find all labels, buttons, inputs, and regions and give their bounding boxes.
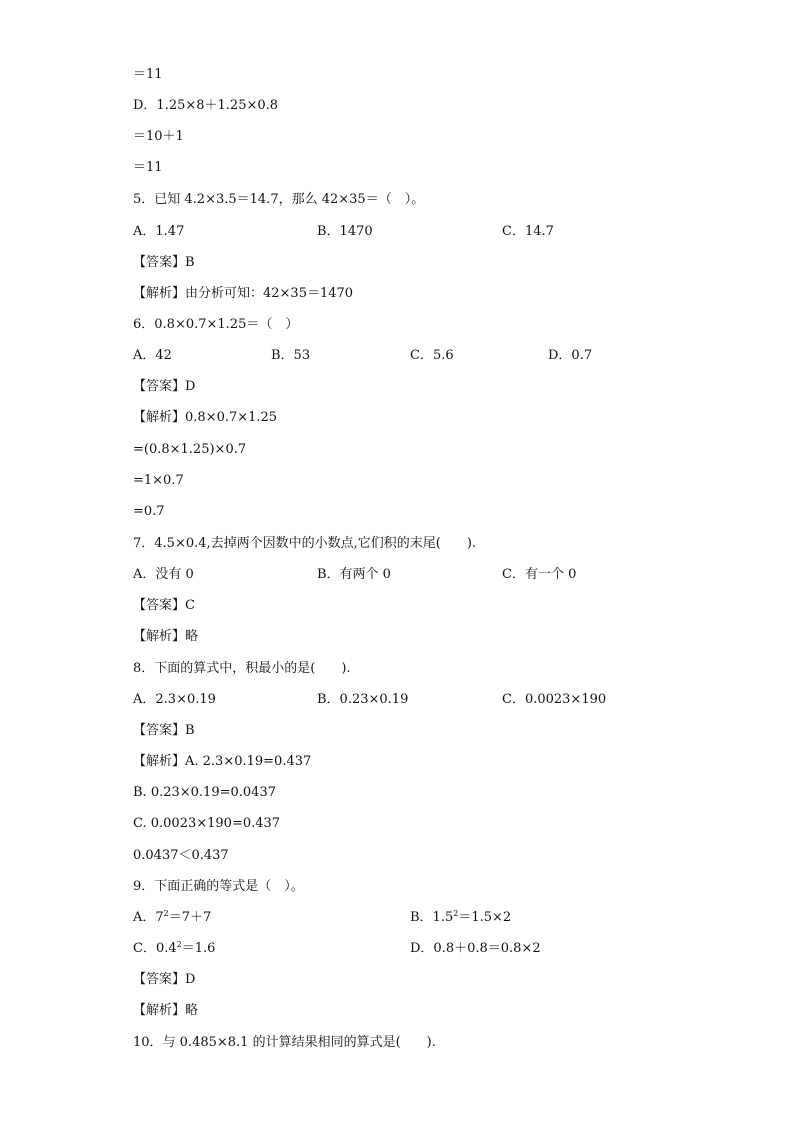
q9-option-d: D．0.8＋0.8＝0.8×2 — [410, 941, 541, 956]
q6-explanation: 【解析】0.8×0.7×1.25 — [133, 410, 278, 425]
q6-option-d: D．0.7 — [548, 348, 593, 363]
solution-line: ＝11 — [133, 160, 163, 175]
q9-option-a: A．$7^2=7+7$ — [133, 909, 212, 925]
question-6: 6．0.8×0.7×1.25＝（ ） — [133, 317, 299, 332]
question-5: 5．已知 4.2×3.5＝14.7，那么 42×35＝（ ）。 — [133, 192, 425, 207]
q8-answer: 【答案】B — [133, 723, 195, 738]
q6-option-c: C．5.6 — [410, 348, 454, 363]
q9-answer: 【答案】D — [133, 972, 196, 987]
q8-explanation-step: 0.0437＜0.437 — [133, 848, 229, 863]
q6-explanation-step: =(0.8×1.25)×0.7 — [133, 442, 247, 457]
question-10: 10．与 0.485×8.1 的计算结果相同的算式是( ). — [133, 1035, 436, 1050]
q6-option-b: B．53 — [271, 348, 311, 363]
q7-option-c: C．有一个 0 — [502, 567, 577, 582]
option-d-expression: D．1.25×8＋1.25×0.8 — [133, 98, 279, 113]
q5-answer: 【答案】B — [133, 255, 195, 270]
q7-explanation: 【解析】略 — [133, 629, 199, 644]
q9-explanation: 【解析】略 — [133, 1003, 199, 1018]
q7-option-b: B．有两个 0 — [317, 567, 391, 582]
solution-line: ＝10＋1 — [133, 129, 184, 144]
q7-answer: 【答案】C — [133, 598, 195, 613]
q8-explanation-step: B. 0.23×0.19=0.0437 — [133, 785, 276, 800]
q6-explanation-step: =1×0.7 — [133, 473, 184, 488]
q8-explanation-step: C. 0.0023×190=0.437 — [133, 816, 281, 831]
question-8: 8．下面的算式中，积最小的是( ). — [133, 661, 351, 676]
q5-option-c: C．14.7 — [502, 224, 554, 239]
q9-option-c: C．$0.4^2=1.6$ — [133, 940, 216, 956]
solution-line: ＝11 — [133, 67, 163, 82]
q6-answer: 【答案】D — [133, 379, 196, 394]
q5-option-b: B．1470 — [317, 224, 373, 239]
q8-option-c: C．0.0023×190 — [502, 692, 607, 707]
q8-option-a: A．2.3×0.19 — [133, 692, 216, 707]
q9-option-b: B．$1.5^2=1.5\times 2$ — [410, 909, 512, 925]
question-7: 7．4.5×0.4,去掉两个因数中的小数点,它们积的末尾( ). — [133, 536, 477, 551]
q6-explanation-step: =0.7 — [133, 504, 165, 519]
q5-explanation: 【解析】由分析可知：42×35＝1470 — [133, 286, 354, 301]
q8-option-b: B．0.23×0.19 — [317, 692, 409, 707]
q8-explanation: 【解析】A. 2.3×0.19=0.437 — [133, 754, 312, 769]
q7-option-a: A．没有 0 — [133, 567, 194, 582]
q5-option-a: A．1.47 — [133, 224, 185, 239]
q6-option-a: A．42 — [133, 348, 172, 363]
question-9: 9．下面正确的等式是（ ）。 — [133, 879, 304, 894]
